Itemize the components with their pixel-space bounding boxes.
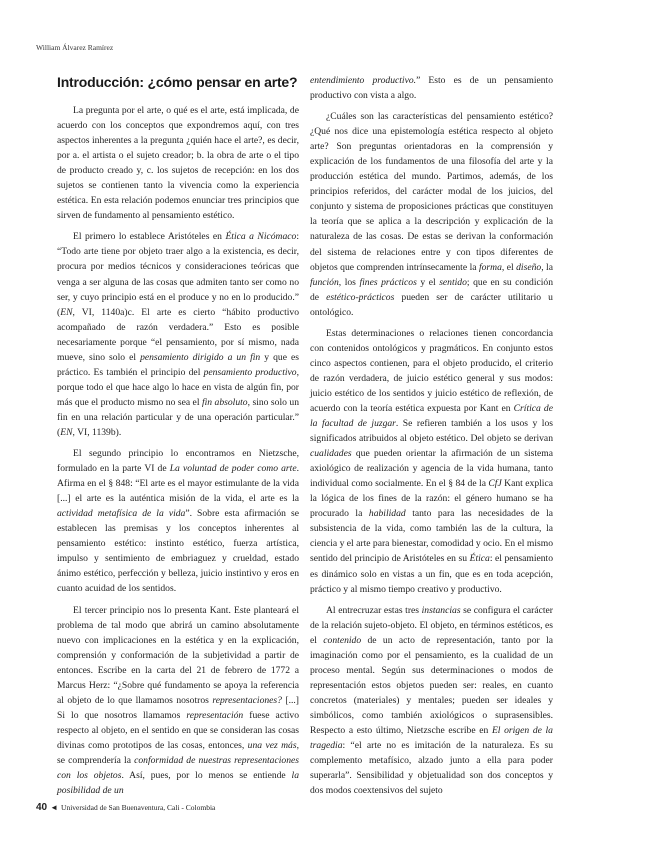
text-run: , el <box>501 261 517 273</box>
text-run: : el pensamiento es dinámico solo en vistas a un fin, que es en toda acepción, práctico y al mismo tiempo creativo y productivo. <box>310 553 553 595</box>
italic-text: Ética <box>469 553 490 565</box>
text-run: , VI, 1139b). <box>72 426 122 438</box>
text-run: , se comprendería la <box>57 739 299 766</box>
paragraph <box>310 326 553 597</box>
text-run: , VI, 1140a)c. El arte es cierto “hábito productivo acompañado de razón verdadera.” Esto es posible necesariamente porque “el pensamiento, por sí mismo, nada mueve, sino solo el <box>57 306 299 363</box>
column-right <box>310 73 553 804</box>
text-run: Kant explica la lógica de los fines de la razón: el género humano se ha procurado la <box>310 478 553 520</box>
paragraph <box>310 73 553 103</box>
italic-text: La voluntad de poder como arte <box>169 463 297 475</box>
column-left <box>57 73 299 804</box>
italic-text: entendimiento productivo. <box>310 75 417 86</box>
italic-text: fin absoluto <box>201 396 248 408</box>
italic-text: CfJ <box>488 478 502 490</box>
text-run: Estas determinaciones o relaciones tienen concordancia con contenidos ontológicos y pragmáticos. En conjunto estos cinco aspectos contienen, para el objeto producido, el criterio de razón verdadera, de juicio estético general y sus modos: juicio estético de los sentidos y juicio estético de reflexión, de acuerdo con la teoría estética expuesta por Kant en <box>310 327 553 414</box>
text-run: El tercer principio nos lo presenta Kant. Este planteará el problema de tal modo que abrirá un camino absolutamente nuevo con implicaciones en la estética y en la explicación, comprensión y conformación de la subjetividad a partir de entonces. Escribe en la carta del 21 de febrero de 1772 a Marcus Herz: “¿Sobre qué fundamento se apoya la referencia al objeto de lo que llamamos nosotros <box>57 604 299 706</box>
text-run: , los <box>338 276 360 288</box>
paragraph <box>57 446 299 596</box>
italic-text: representaciones? <box>212 694 282 706</box>
text-run: ; que en su condición de <box>310 276 553 303</box>
italic-text: Crítica de la facultad de juzgar <box>310 402 553 430</box>
text-run: ” Esto es de un pensamiento productivo con vista a algo. <box>310 75 554 102</box>
left-body <box>57 103 299 798</box>
text-run: ¿Cuáles son las características del pensamiento estético? ¿Qué nos dice una epistemología estética respecto al objeto arte? Son preguntas orientadoras en la comprensión y explicación de los fundamentos de una filosofía del arte y la producción estética del mundo. Partimos, además, de los principios referidos, del carácter modal de los juicios, del conjunto y sistema de proposiciones prácticas que constituyen la teoría que se aplica a la descripción y explicación de la naturaleza de las cosas. De estas se derivan la conformación del sistema de relaciones entre y con tipos diferentes de objetos que comprenden intrínsecamente la <box>310 111 553 273</box>
italic-text: cualidades <box>310 448 352 460</box>
text-run: , porque todo el que hace algo lo hace en vista de algún fin, por más que el producto mismo no sea el <box>57 366 299 408</box>
text-run: tanto para las necesidades de la subsistencia de la vida, como también las de la cultura, la ciencia y el arte para bienestar, comodidad y ocio. En el mismo sentido del principio de Aristóteles en su <box>310 508 553 565</box>
italic-text: pensamiento dirigido a un fin <box>140 351 261 363</box>
italic-text: EN <box>60 306 73 318</box>
text-run: , sino solo un fin en una relación particular y de una operación particular.” ( <box>57 396 299 438</box>
paragraph <box>57 603 299 799</box>
italic-text: instancias <box>421 604 461 616</box>
text-run: pueden ser de carácter utilitario u ontológico. <box>310 291 553 318</box>
text-run: ”. Sobre esta afirmación se establecen las premisas y los conceptos inherentes al pensamiento estético: instinto estético, fuerza artística, impulso y sentimiento de embriaguez y crueldad, estado ánimo estético, perfección y belleza, juicio instintivo y eros en cuanto acuidad de los sentidos. <box>57 508 300 595</box>
italic-text: diseño <box>516 261 542 273</box>
text-run: . Así, pues, por lo menos se entiende <box>121 770 292 782</box>
paragraph <box>57 229 299 440</box>
right-body <box>310 73 553 798</box>
italic-text: habilidad <box>368 508 406 520</box>
italic-text: la posibilidad de un <box>57 770 299 797</box>
text-run: [...] Si lo que nosotros llamamos <box>57 694 299 721</box>
italic-text: forma <box>478 261 502 273</box>
text-run: . Se refieren también a los usos y los significados atribuidos al objeto estético. Del objeto se derivan <box>310 418 553 445</box>
paragraph <box>310 109 553 320</box>
text-run: , la <box>541 261 553 273</box>
page-number: 40 <box>36 802 48 813</box>
text-run: La pregunta por el arte, o qué es el arte, está implicada, de acuerdo con los conceptos que expondremos aquí, con tres aspectos inherentes a la pregunta ¿quién hace el arte?, es decir, por a. el artista o el sujeto creador; b. la obra de arte o el tipo de producto creado y, c. los sujetos de recepción: en los dos sujetos se contienen tanto la vivencia como la experiencia estética. En esta relación podemos enunciar tres principios que sirven de fundamento al pensamiento estético. <box>57 105 299 222</box>
italic-text: fines prácticos <box>359 276 417 288</box>
italic-text: representación <box>186 709 244 721</box>
text-run: que pueden orientar la afirmación de un sistema axiológico de realización y agencia de la vida humana, tanto individual como socialmente. En el § 84 de la <box>310 448 553 490</box>
text-run: Al entrecruzar estas tres <box>326 604 422 616</box>
running-header-author: William Álvarez Ramírez <box>36 43 114 52</box>
italic-text: contenido <box>323 634 362 646</box>
italic-text: EN <box>60 426 73 438</box>
paragraph <box>310 603 553 799</box>
italic-text: función <box>310 276 339 288</box>
text-run: fuese activo respecto al objeto, en el sentido en que se consideran las cosas divinas como prototipos de las cosas, entonces, <box>57 709 299 751</box>
footer-institution: Universidad de San Buenaventura, Cali - Colombia <box>61 803 216 812</box>
text-run: El segundo principio lo encontramos en Nietzsche, formulado en la parte VI de <box>57 448 299 475</box>
italic-text: actividad metafísica de la vida <box>57 508 186 520</box>
text-run: El primero lo establece Aristóteles en <box>73 231 226 243</box>
italic-text: El origen de la tragedia <box>310 724 553 752</box>
page-footer <box>36 802 215 813</box>
triangle-marker-icon: ◄ <box>50 803 59 812</box>
italic-text: conformidad de nuestras representaciones con los objetos <box>57 754 299 782</box>
text-run: se configura el carácter de la relación sujeto-objeto. El objeto, en términos estéticos, es el <box>310 604 553 646</box>
italic-text: una vez más <box>247 739 297 751</box>
text-run: y que es práctico. Es también el principio del <box>57 351 299 378</box>
text-run: de un acto de representación, tanto por la imaginación como por el pensamiento, es la cualidad de un proceso mental. Según sus determinaciones o modos de representación estos objetos pueden ser: reales, en cuanto concretos (materiales) y mentales; pueden ser ideales y simbólicos, como también axiológicos o suprasensibles. Respecto a esto último, Nietzsche escribe en <box>310 634 553 736</box>
section-title: Introducción: ¿cómo pensar en arte? <box>57 74 298 90</box>
text-run: : “Todo arte tiene por objeto traer algo a la existencia, es decir, procura por medios técnicos y consideraciones teóricas que venga a ser alguna de las cosas que admiten tanto ser como no ser, y cuyo principio está en el produce y no en lo producido.” ( <box>57 231 299 318</box>
italic-text: Ética a Nicómaco <box>225 231 297 243</box>
paragraph <box>57 103 299 223</box>
italic-text: estético-prácticos <box>326 291 395 303</box>
text-run: : “el arte no es imitación de la naturaleza. Es su complemento metafísico, alzado junto a ella para poder superarla”. Sensibilidad y objetualidad son dos conceptos y dos modos coextensivos del sujeto <box>310 740 553 797</box>
italic-text: pensamiento productivo <box>203 366 297 378</box>
text-run: y el <box>416 276 440 288</box>
italic-text: sentido <box>439 276 467 288</box>
text-run: . Afirma en el § 848: “El arte es el mayor estimulante de la vida [...] el arte es la auténtica misión de la vida, el arte es la <box>57 463 299 505</box>
